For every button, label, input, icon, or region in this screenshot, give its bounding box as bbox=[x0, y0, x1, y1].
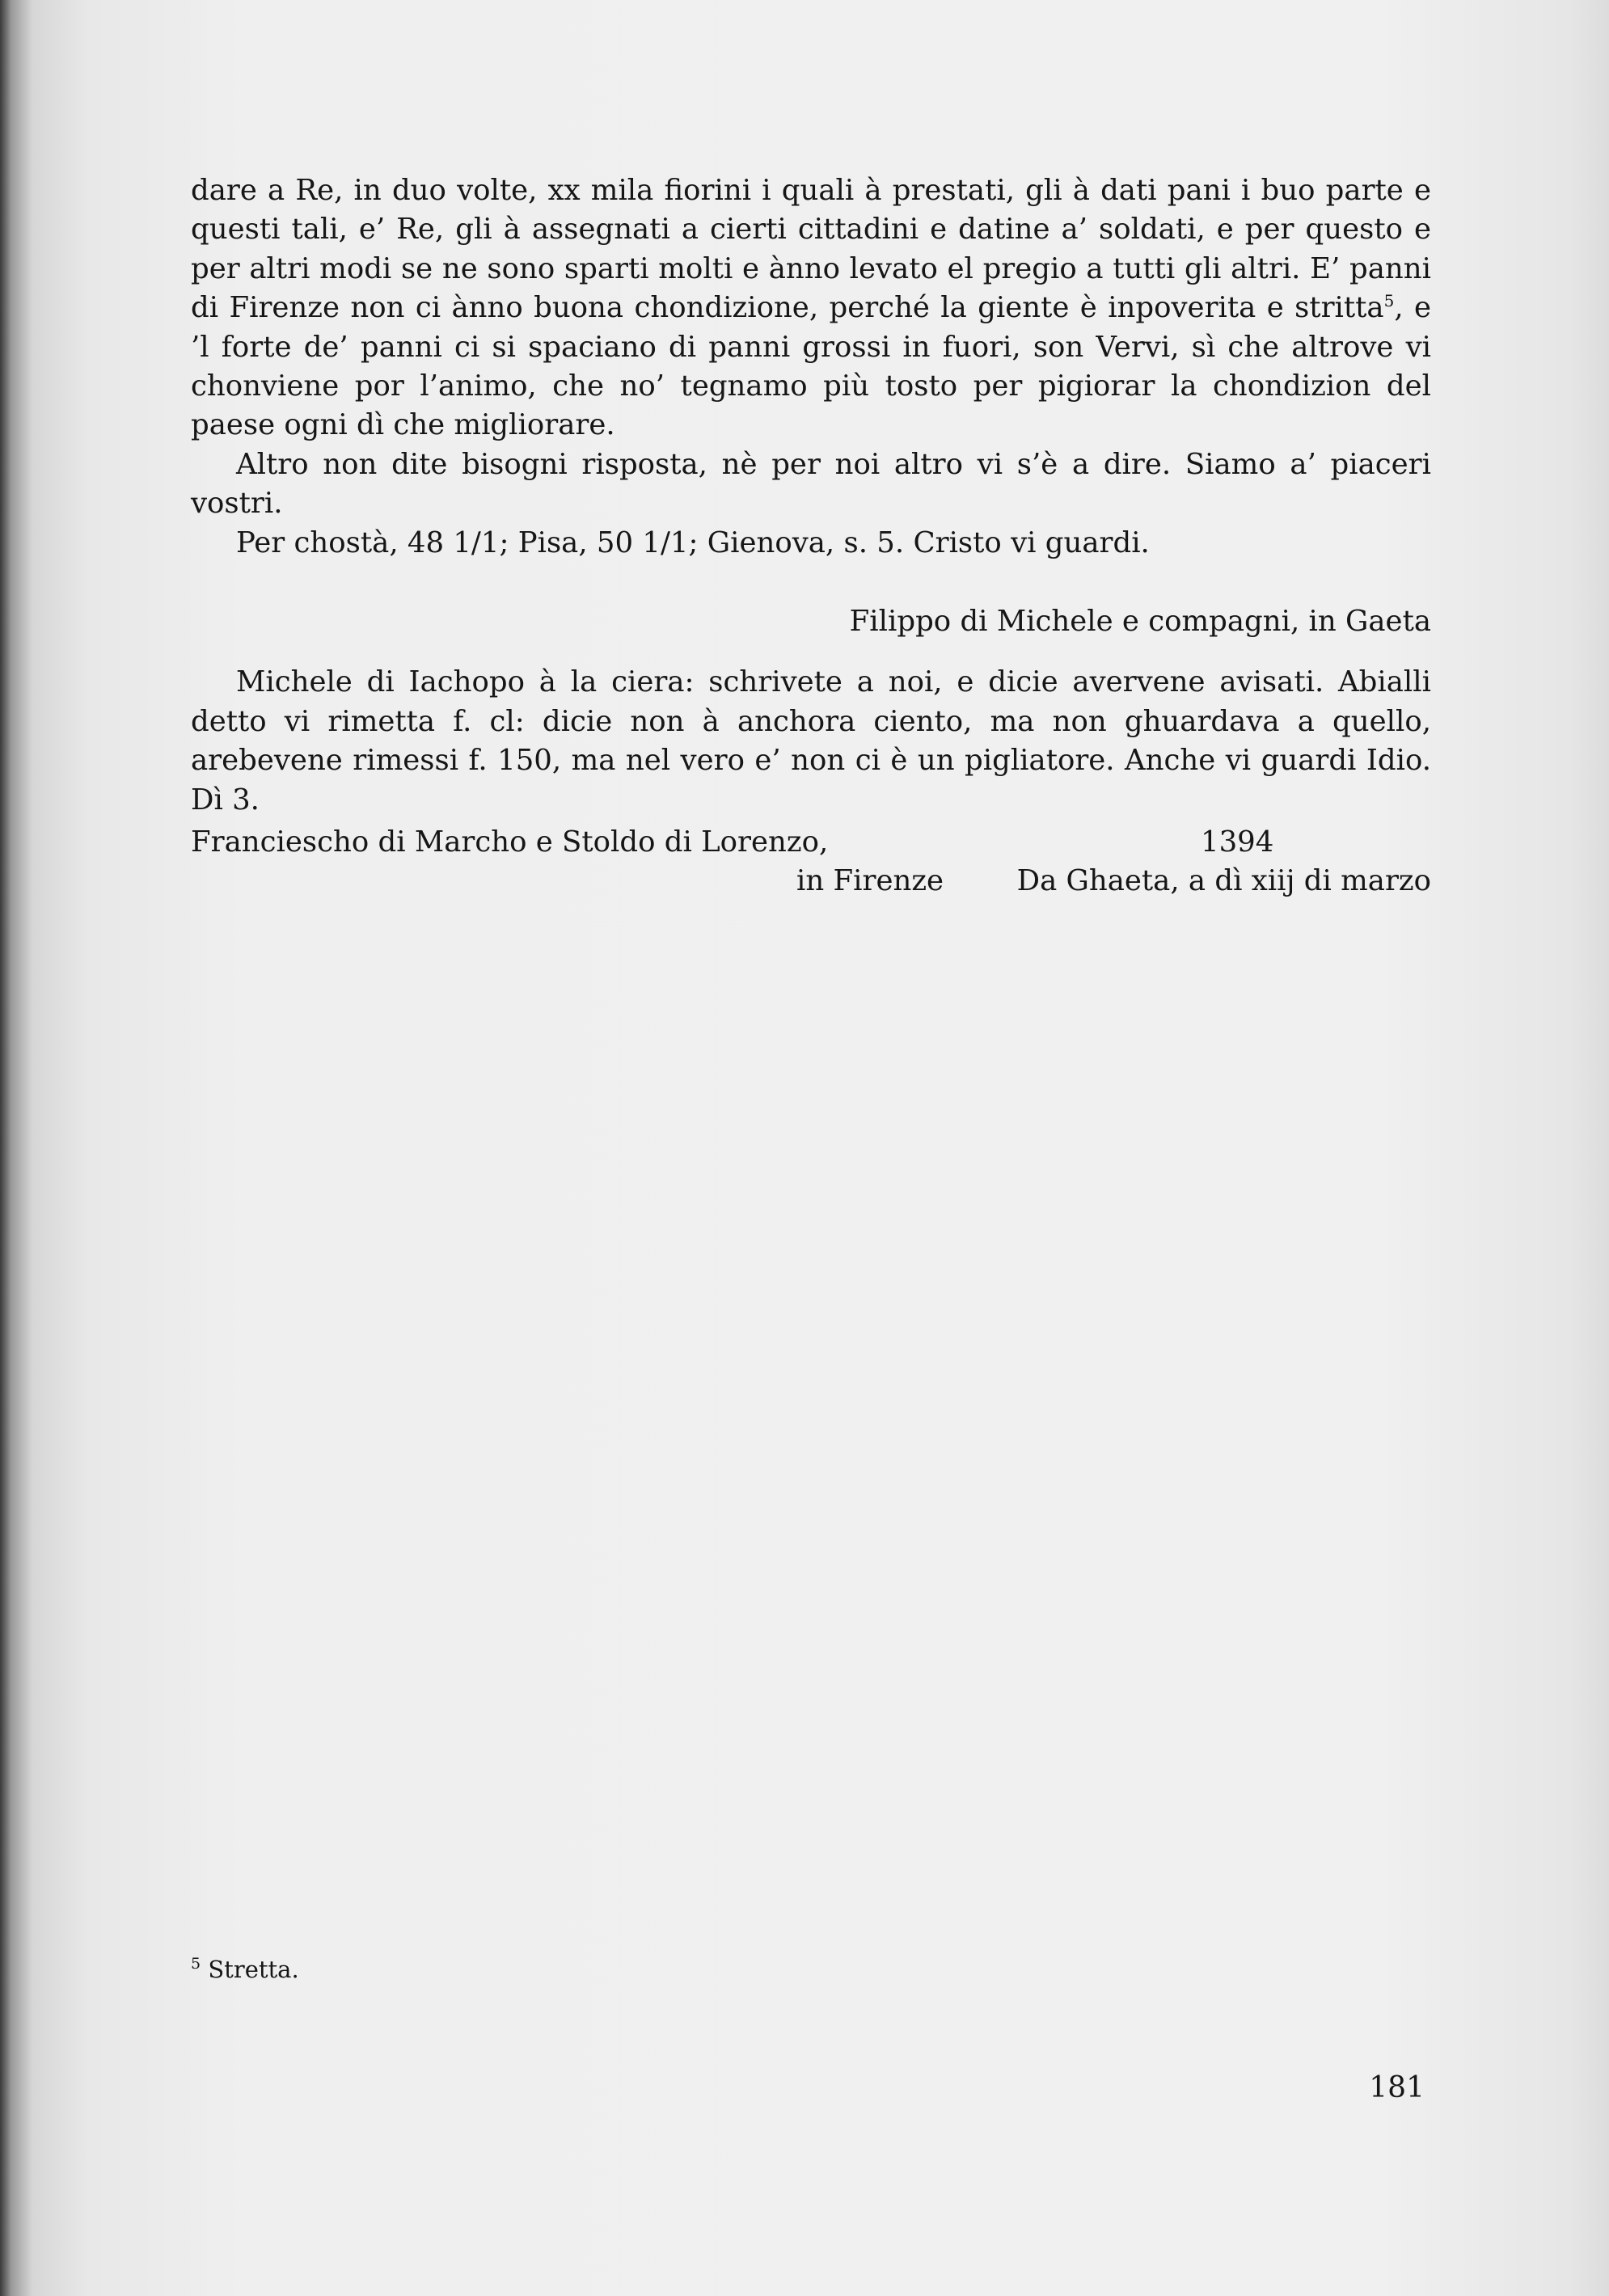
paragraph-text: , e ’l forte de’ panni ci si spaciano di panni grossi in fuori, son Vervi, sì che altrove vi chonviene por l’animo, che no’ tegnamo più tosto per pigiorar la chondizion del paese ogni dì che migliorare. bbox=[191, 291, 1431, 442]
address-block bbox=[191, 823, 1431, 904]
letter-postscript: Michele di Iachopo à la ciera: schrivete a noi, e dicie avervene avisati. Abialli detto vi rimetta f. cl: dicie non à anchora ciento, ma non ghuardava a quello, arebevene rimessi f. 150, ma nel vero e’ non ci è un pigliatore. Anche vi guardi Idio. Dì 3. bbox=[191, 665, 1431, 817]
page-number: 181 bbox=[1369, 2071, 1425, 2104]
paragraph-text: dare a Re, in duo volte, xx mila fiorini i quali à prestati, gli à dati pani i buo parte e questi tali, e’ Re, gli à assegnati a cierti cittadini e datine a’ soldati, e per questo e per altri modi se ne sono sparti molti e ànno levato el pregio a tutti gli altri. E’ panni di Firenze non ci ànno buona chondizione, perché la giente è inpoverita e stritta bbox=[191, 174, 1431, 325]
letter-signature: Filippo di Michele e compagni, in Gaeta bbox=[849, 605, 1431, 639]
letter-paragraph: Altro non dite bisogni risposta, nè per noi altro vi s’è a dire. Siamo a’ piaceri vostri. bbox=[191, 447, 1431, 521]
letter-body bbox=[191, 171, 1431, 820]
letter-paragraph bbox=[191, 171, 1431, 445]
address-destination: in Firenze bbox=[796, 864, 944, 897]
footnote-text: Stretta. bbox=[208, 1956, 299, 1983]
exchange-rates-line: Per chostà, 48 1/1; Pisa, 50 1/1; Gienova, s. 5. Cristo vi guardi. bbox=[236, 525, 1150, 559]
address-recipients: Franciescho di Marcho e Stoldo di Lorenzo, bbox=[191, 825, 829, 859]
footnote-number: 5 bbox=[191, 1955, 201, 1973]
footnote-reference: 5 bbox=[1383, 291, 1395, 311]
address-year: 1394 bbox=[1201, 825, 1274, 859]
footnote bbox=[191, 1955, 299, 1983]
address-origin-date: Da Ghaeta, a dì xiij di marzo bbox=[1016, 864, 1431, 897]
